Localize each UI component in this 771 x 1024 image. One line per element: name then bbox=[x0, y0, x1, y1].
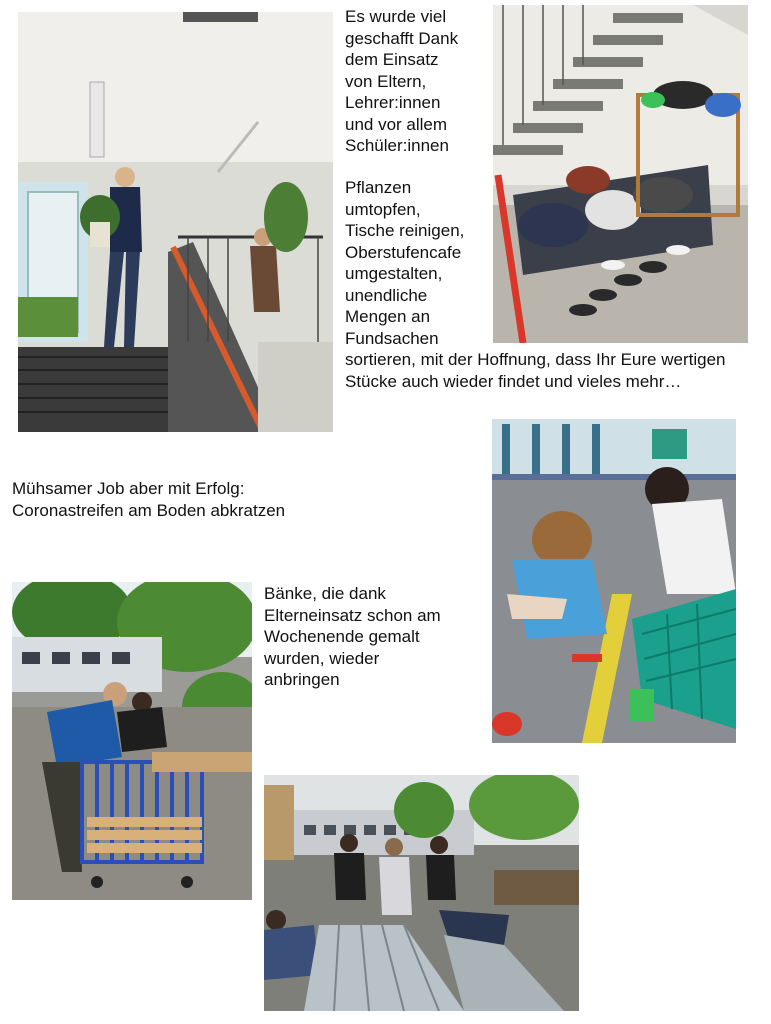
intro-line: dem Einsatz bbox=[345, 50, 439, 69]
bench-caption-line: Elterneinsatz schon am bbox=[264, 605, 441, 625]
floor-caption-line: Mühsamer Job aber mit Erfolg: bbox=[12, 479, 245, 498]
intro-line: und vor allem bbox=[345, 114, 448, 134]
tasks-line: Fundsachen bbox=[345, 328, 439, 348]
lost-and-found-shelf-photo bbox=[493, 5, 748, 343]
bench-caption-line: anbringen bbox=[264, 670, 340, 689]
floor-stripes-scraping-photo bbox=[492, 419, 736, 743]
floor-caption-line: Coronastreifen am Boden abkratzen bbox=[12, 500, 286, 520]
bench-caption-line: Bänke, die dank bbox=[264, 584, 386, 603]
intro-line: geschafft Dank bbox=[345, 28, 459, 48]
bench-installation-photo bbox=[264, 775, 579, 1011]
tasks-line: umtopfen, bbox=[345, 199, 421, 219]
tasks-line: Tische reinigen, bbox=[345, 221, 465, 240]
tasks-line: Stücke auch wieder findet und vieles mehr… bbox=[345, 371, 682, 391]
tasks-line: umgestalten, bbox=[345, 264, 443, 283]
wood-cart-photo bbox=[12, 582, 252, 900]
floor-caption bbox=[12, 478, 285, 521]
bench-caption-line: wurden, wieder bbox=[264, 648, 380, 668]
intro-line: von Eltern, bbox=[345, 71, 427, 91]
intro-line: Es wurde viel bbox=[345, 7, 447, 26]
intro-line: Schüler:innen bbox=[345, 136, 449, 155]
intro-line: Lehrer:innen bbox=[345, 93, 441, 112]
tasks-line: Mengen an bbox=[345, 307, 431, 326]
intro-text bbox=[345, 6, 458, 157]
staircase-plants-photo bbox=[18, 12, 333, 432]
tasks-line: unendliche bbox=[345, 285, 428, 305]
tasks-line: sortieren, mit der Hoffnung, dass Ihr Eure wertigen bbox=[345, 350, 726, 369]
bench-caption-line: Wochenende gemalt bbox=[264, 627, 420, 646]
tasks-line: Oberstufencafe bbox=[345, 242, 462, 262]
tasks-line: Pflanzen bbox=[345, 178, 412, 197]
bench-caption bbox=[264, 583, 441, 691]
